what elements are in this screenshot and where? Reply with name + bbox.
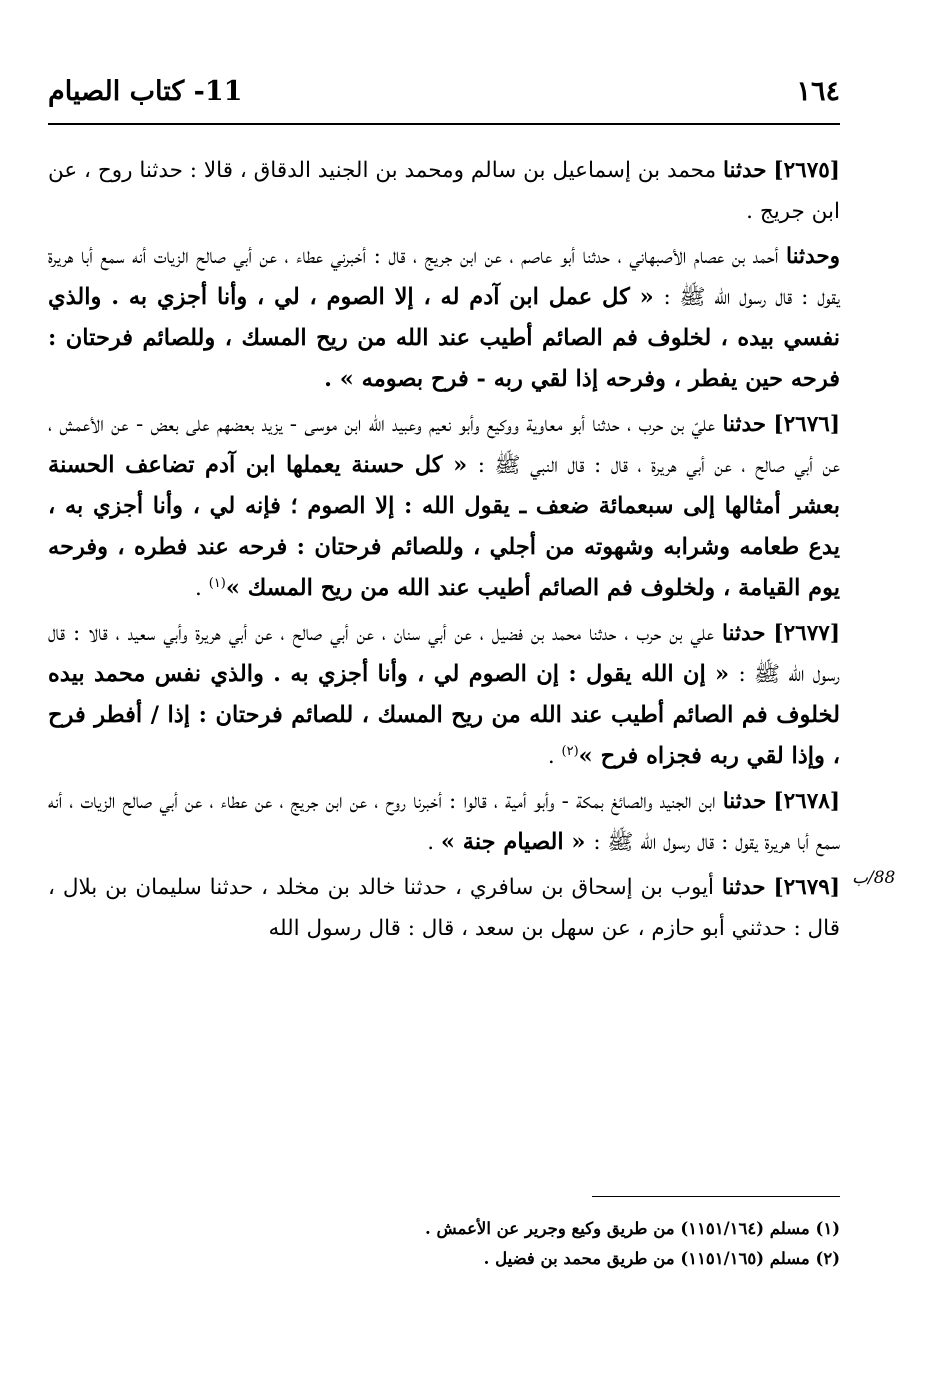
- hadith-isnad: ابن الجنيد والصائغ بمكة - وأبو أمية ، قالوا : أخبرنا روح ، عن ابن جريج ، عن عطاء ، عن أبي صالح الزيات ، أنه سمع أبا هريرة يقول : قال رسول الله ﷺ :: [48, 789, 840, 855]
- hadith-lead: حدثنا: [722, 789, 767, 814]
- hadith-lead: حدثنا: [722, 158, 767, 183]
- hadith-2675-second-chain: [48, 236, 840, 400]
- hadith-lead: حدثنا: [721, 875, 766, 900]
- hadith-lead: حدثنا: [722, 412, 767, 437]
- hadith-isnad: عليّ بن حرب ، حدثنا أبو معاوية ووكيع وأبو نعيم وعبيد الله ابن موسى - يزيد بعضهم على بعض - عن الأعمش ، عن أبي صالح ، عن أبي هريرة ، قال : قال النبي ﷺ :: [48, 412, 840, 478]
- hadith-number: [٢٦٧٦]: [773, 412, 840, 437]
- hadith-2677: [48, 613, 840, 777]
- hadith-number: [٢٦٧٧]: [773, 621, 840, 646]
- footnote-rule: [592, 1196, 840, 1197]
- hadith-2676: [48, 404, 840, 609]
- footnote-2: (٢) مسلم (١١٥١/١٦٥) من طريق محمد بن فضيل .: [483, 1249, 840, 1268]
- footnote-ref[interactable]: (٢): [561, 743, 579, 759]
- chapter-title: 11- كتاب الصيام: [48, 76, 243, 107]
- hadith-matn: « كل حسنة يعملها ابن آدم تضاعف الحسنة بعشر أمثالها إلى سبعمائة ضعف ـ يقول الله : إلا الصوم ؛ فإنه لي ، وأنا أجزي به ، يدع طعامه وشرابه وشهوته من أجلي ، وللصائم فرحتان : فرحه عند فطره ، وفرحه يوم القيامة ، ولخلوف فم الصائم أطيب عند الله من ريح المسك »: [48, 452, 841, 601]
- hadith-matn: « إن الله يقول : إن الصوم لي ، وأنا أجزي به . والذي نفس محمد بيده لخلوف فم الصائم أطيب عند الله من ريح المسك ، للصائم فرحتان : إذا / أفطر فرح ، وإذا لقي ربه فجزاه فرح »: [48, 661, 840, 769]
- hadith-matn: « كل عمل ابن آدم له ، إلا الصوم ، لي ، وأنا أجزي به . والذي نفسي بيده ، لخلوف فم الصائم أطيب عند الله من ريح المسك ، وللصائم فرحتان : فرحه حين يفطر ، وفرحه إذا لقي ربه - فرح بصومه » .: [48, 284, 840, 392]
- hadith-matn: « الصيام جنة »: [440, 829, 594, 855]
- footnote-1: (١) مسلم (١١٥١/١٦٤) من طريق وكيع وجرير عن الأعمش .: [425, 1219, 840, 1238]
- page-header: [48, 76, 840, 118]
- hadith-2679: [48, 867, 840, 949]
- hadith-tail: .: [427, 830, 441, 855]
- hadith-2678: [48, 781, 840, 863]
- page-body: [48, 150, 840, 953]
- header-rule: [48, 123, 840, 125]
- hadith-isnad: علي بن حرب ، حدثنا محمد بن فضيل ، عن أبي سنان ، عن أبي صالح ، عن أبي هريرة وأبي سعيد ، قالا : قال رسول الله ﷺ :: [48, 621, 840, 687]
- hadith-2675: [48, 150, 840, 232]
- footnote-ref[interactable]: (١): [208, 575, 226, 591]
- manuscript-folio-note: 88/ب: [852, 868, 896, 888]
- hadith-number: [٢٦٧٨]: [773, 789, 840, 814]
- hadith-tail: .: [547, 744, 562, 769]
- hadith-lead: وحدثنا: [786, 244, 840, 269]
- page-number: ١٦٤: [796, 76, 840, 107]
- hadith-isnad: أيوب بن إسحاق بن سافري ، حدثنا خالد بن مخلد ، حدثنا سليمان بن بلال ، قال : حدثني أبو حازم ، عن سهل بن سعد ، قال : قال رسول الله: [48, 875, 840, 941]
- hadith-tail: .: [195, 576, 209, 601]
- hadith-isnad: محمد بن إسماعيل بن سالم ومحمد بن الجنيد الدقاق ، قالا : حدثنا روح ، عن ابن جريج .: [48, 158, 840, 224]
- hadith-isnad: أحمد بن عصام الأصبهاني ، حدثنا أبو عاصم ، عن ابن جريج ، قال : أخبرني عطاء ، عن أبي صالح الزيات أنه سمع أبا هريرة يقول : قال رسول الله ﷺ :: [48, 244, 840, 310]
- hadith-number: [٢٦٧٩]: [773, 875, 841, 900]
- hadith-number: [٢٦٧٥]: [773, 158, 840, 183]
- footnotes: [48, 1214, 840, 1274]
- hadith-lead: حدثنا: [721, 621, 766, 646]
